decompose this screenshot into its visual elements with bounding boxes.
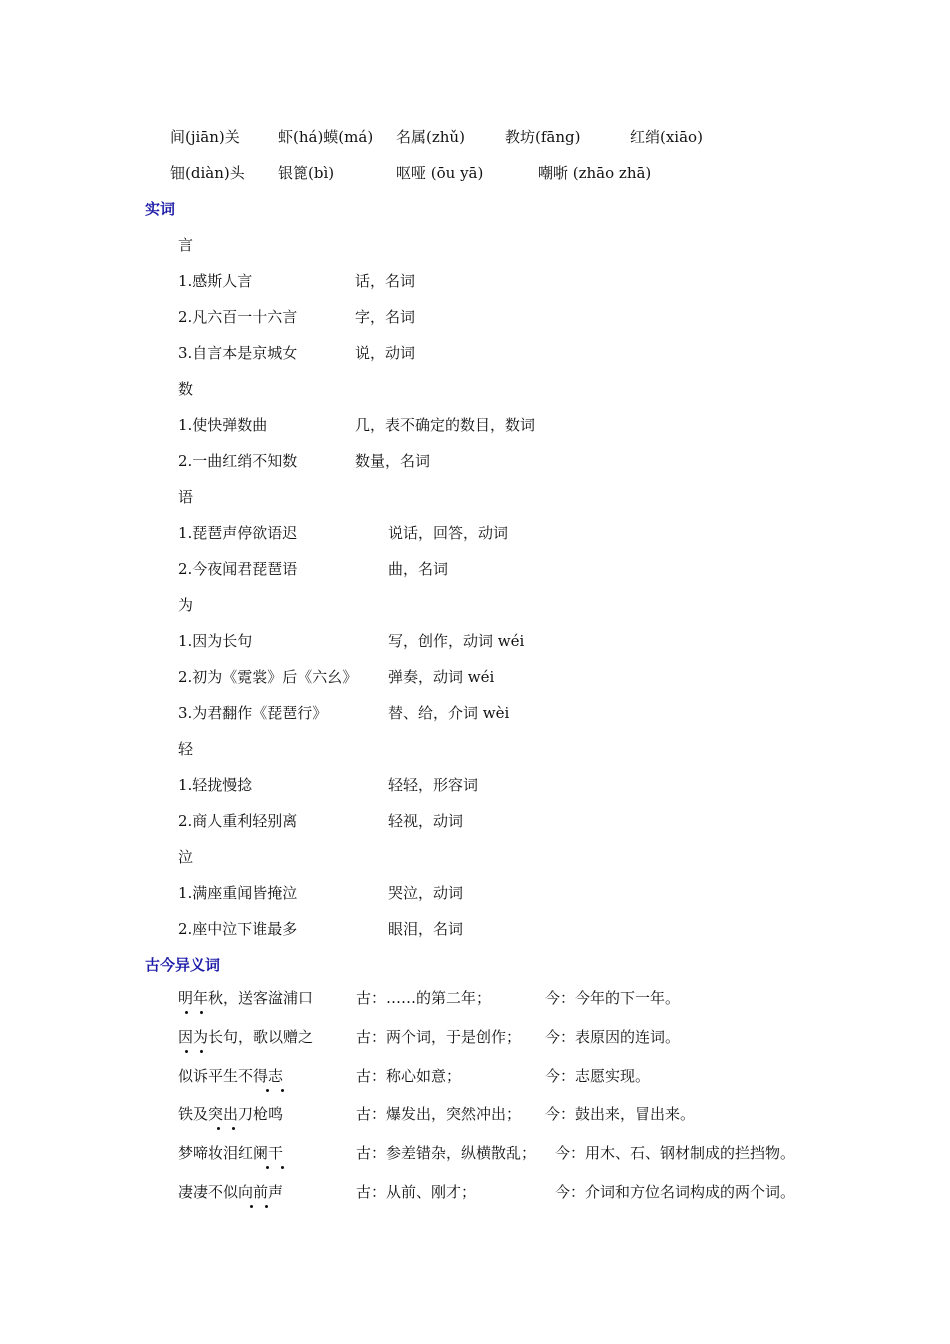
meaning-text: 轻视，动词 (388, 812, 464, 830)
gujin-new-meaning: 今：志愿实现。 (545, 1067, 651, 1085)
meaning-text: 数量，名词 (355, 452, 431, 470)
word-heading: 为 (178, 596, 194, 614)
example-text: 2.初为《霓裳》后《六幺》 (178, 668, 358, 686)
gujin-new-meaning: 今：介词和方位名词构成的两个词。 (555, 1183, 796, 1201)
emphasis-dot (281, 1166, 284, 1169)
emphasis-dot (232, 1127, 235, 1130)
word-heading: 数 (178, 380, 194, 398)
emphasis-dot (200, 1011, 203, 1014)
example-text: 2.商人重利轻别离 (178, 812, 298, 830)
word-heading: 泣 (178, 848, 194, 866)
gujin-new-meaning: 今：表原因的连词。 (545, 1028, 681, 1046)
gujin-new-meaning: 今：用木、石、钢材制成的拦挡物。 (555, 1144, 796, 1162)
example-text: 2.凡六百一十六言 (178, 308, 298, 326)
pinyin-item: 钿(diàn)头 (170, 164, 245, 182)
emphasis-dot (265, 1205, 268, 1208)
meaning-text: 话，名词 (355, 272, 416, 290)
emphasis-dot (266, 1166, 269, 1169)
word-heading: 语 (178, 488, 194, 506)
gujin-example: 似诉平生不得志 (178, 1067, 284, 1085)
gujin-old-meaning: 古：称心如意； (356, 1067, 462, 1085)
emphasis-dot (200, 1050, 203, 1053)
meaning-text: 轻轻，形容词 (388, 776, 479, 794)
gujin-example: 明年秋，送客湓浦口 (178, 989, 314, 1007)
pinyin-item: 银篦(bì) (278, 164, 335, 182)
gujin-old-meaning: 古：参差错杂，纵横散乱； (356, 1144, 537, 1162)
pinyin-item: 呕哑 (ōu yā) (396, 164, 484, 182)
meaning-text: 曲，名词 (388, 560, 449, 578)
example-text: 1.使快弹数曲 (178, 416, 268, 434)
gujin-old-meaning: 古：两个词，于是创作； (356, 1028, 522, 1046)
emphasis-dot (250, 1205, 253, 1208)
pinyin-item: 嘲哳 (zhāo zhā) (538, 164, 652, 182)
gujin-example: 凄凄不似向前声 (178, 1183, 284, 1201)
word-heading: 轻 (178, 740, 194, 758)
emphasis-dot (185, 1050, 188, 1053)
section-heading-gujin: 古今异义词 (145, 956, 221, 974)
meaning-text: 字，名词 (355, 308, 416, 326)
example-text: 3.自言本是京城女 (178, 344, 298, 362)
example-text: 2.一曲红绡不知数 (178, 452, 298, 470)
gujin-new-meaning: 今：鼓出来，冒出来。 (545, 1105, 696, 1123)
gujin-example: 铁及突出刀枪鸣 (178, 1105, 284, 1123)
gujin-example: 梦啼妆泪红阑干 (178, 1144, 284, 1162)
meaning-text: 眼泪，名词 (388, 920, 464, 938)
section-heading-shici: 实词 (145, 200, 176, 218)
example-text: 1.满座重闻皆掩泣 (178, 884, 298, 902)
example-text: 1.琵琶声停欲语迟 (178, 524, 298, 542)
example-text: 1.轻拢慢捻 (178, 776, 253, 794)
pinyin-item: 教坊(fāng) (505, 128, 581, 146)
example-text: 1.因为长句 (178, 632, 253, 650)
emphasis-dot (185, 1011, 188, 1014)
gujin-new-meaning: 今：今年的下一年。 (545, 989, 681, 1007)
meaning-text: 几，表不确定的数目，数词 (355, 416, 536, 434)
example-text: 2.今夜闻君琵琶语 (178, 560, 298, 578)
emphasis-dot (217, 1127, 220, 1130)
gujin-old-meaning: 古：……的第二年； (356, 989, 492, 1007)
emphasis-dot (281, 1089, 284, 1092)
meaning-text: 哭泣，动词 (388, 884, 464, 902)
example-text: 2.座中泣下谁最多 (178, 920, 298, 938)
gujin-old-meaning: 古：爆发出，突然冲出； (356, 1105, 522, 1123)
example-text: 3.为君翻作《琵琶行》 (178, 704, 328, 722)
pinyin-item: 虾(há)蟆(má) (278, 128, 374, 146)
emphasis-dot (266, 1089, 269, 1092)
gujin-example: 因为长句，歌以赠之 (178, 1028, 314, 1046)
meaning-text: 写，创作，动词 wéi (388, 632, 525, 650)
word-heading: 言 (178, 236, 194, 254)
pinyin-item: 间(jiān)关 (170, 128, 240, 146)
example-text: 1.感斯人言 (178, 272, 253, 290)
meaning-text: 说话，回答，动词 (388, 524, 509, 542)
pinyin-item: 名属(zhǔ) (396, 128, 465, 146)
meaning-text: 替、给，介词 wèi (388, 704, 510, 722)
gujin-old-meaning: 古：从前、刚才； (356, 1183, 477, 1201)
pinyin-item: 红绡(xiāo) (630, 128, 703, 146)
meaning-text: 弹奏，动词 wéi (388, 668, 495, 686)
meaning-text: 说，动词 (355, 344, 416, 362)
